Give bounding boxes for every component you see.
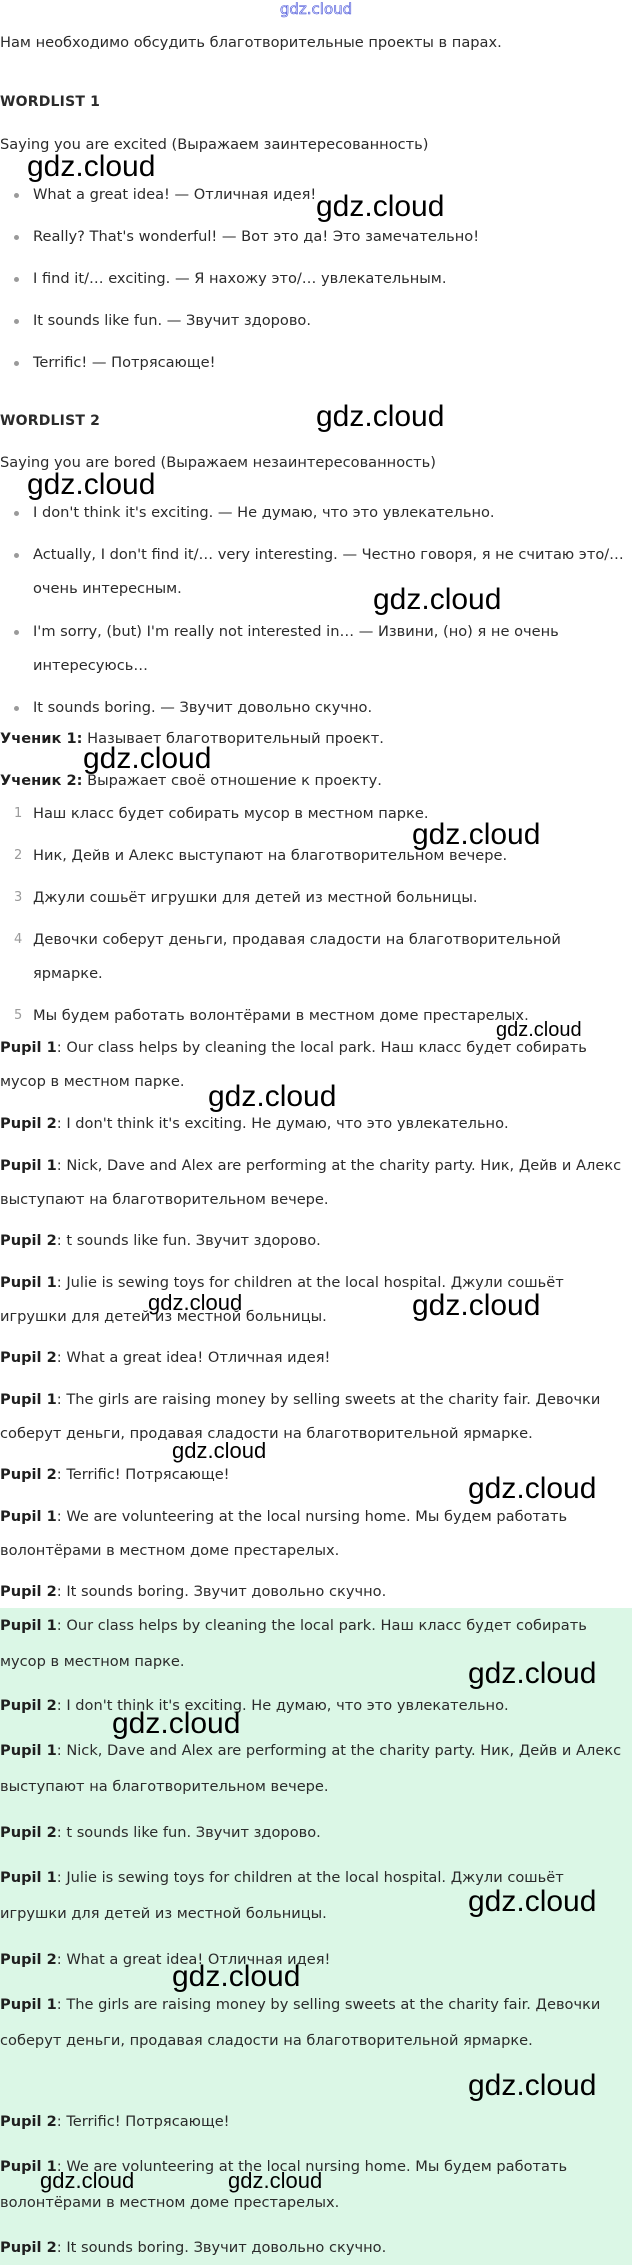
list-item: It sounds boring. — Звучит довольно скучно. xyxy=(33,699,373,716)
bullet xyxy=(14,361,19,366)
line-text: : The girls are raising money by selling sweets at the charity fair. Девочки соберут деньги, продавая сладости на благотворительной ярмарке. xyxy=(0,1996,601,2049)
speaker: Pupil 2 xyxy=(0,1697,57,1714)
wordlist2-subtitle: Saying you are bored (Выражаем незаинтересованность) xyxy=(0,454,436,471)
speaker: Pupil 1 xyxy=(0,1157,57,1174)
wordlist1-title: WORDLIST 1 xyxy=(0,94,101,110)
line-text: : I don't think it's exciting. Не думаю, что это увлекательно. xyxy=(56,1697,509,1714)
watermark-text: gdz.cloud xyxy=(112,1707,241,1740)
project-item: Джули сошьёт игрушки для детей из местной больницы. xyxy=(33,889,478,906)
speaker: Pupil 1 xyxy=(0,1617,57,1634)
line-text: : Nick, Dave and Alex are performing at the charity party. Ник, Дейв и Алекс выступают на благотворительном вечере. xyxy=(0,1742,622,1795)
dialogue-line xyxy=(0,1688,630,1724)
list-item: What a great idea! — Отличная идея! xyxy=(33,186,317,203)
watermark-text: gdz.cloud xyxy=(83,742,212,775)
list-item: It sounds like fun. — Звучит здорово. xyxy=(33,312,311,329)
speaker: Pupil 1 xyxy=(0,1508,57,1525)
speaker: Pupil 1 xyxy=(0,1869,57,1886)
list-item: Terrific! — Потрясающе! xyxy=(33,354,216,371)
list-item: Actually, I don't find it/… very interesting. — Честно говоря, я не считаю это/… очень интересным. xyxy=(33,546,624,597)
role-text: Называет благотворительный проект. xyxy=(82,730,384,747)
speaker: Pupil 2 xyxy=(0,1466,57,1483)
watermark-text: gdz.cloud xyxy=(468,1885,597,1918)
line-text: : It sounds boring. Звучит довольно скучно. xyxy=(56,2239,387,2256)
bullet xyxy=(14,277,19,282)
watermark-text: gdz.cloud xyxy=(208,1080,337,1113)
speaker: Pupil 1 xyxy=(0,1391,57,1408)
dialogue-line xyxy=(0,1149,630,1217)
line-text: : I don't think it's exciting. Не думаю, что это увлекательно. xyxy=(56,1115,509,1132)
watermark-text: gdz.cloud xyxy=(27,150,156,183)
project-number: 5 xyxy=(14,1008,23,1023)
line-text: : We are volunteering at the local nursing home. Мы будем работать волонтёрами в местном доме престарелых. xyxy=(0,1508,568,1559)
dialogue-line xyxy=(0,1383,630,1451)
speaker: Pupil 2 xyxy=(0,2239,57,2256)
speaker: Pupil 1 xyxy=(0,1742,57,1759)
project-number: 2 xyxy=(14,848,23,863)
speaker: Pupil 1 xyxy=(0,2158,57,2175)
dialogue-line xyxy=(0,1575,630,1609)
speaker: Pupil 2 xyxy=(0,1115,57,1132)
dialogue-line xyxy=(0,2230,630,2266)
list-item: I find it/… exciting. — Я нахожу это/… увлекательным. xyxy=(33,270,447,287)
dialogue-line xyxy=(0,1733,630,1805)
project-item: Девочки соберут деньги, продавая сладости на благотворительной ярмарке. xyxy=(33,931,561,982)
bullet xyxy=(14,511,19,516)
line-text: : t sounds like fun. Звучит здорово. xyxy=(56,1824,321,1841)
line-text: : It sounds boring. Звучит довольно скучно. xyxy=(56,1583,387,1600)
bullet xyxy=(14,319,19,324)
dialogue-line xyxy=(0,1942,630,1978)
watermark-text: gdz.cloud xyxy=(228,2168,323,2193)
list-item: Really? That's wonderful! — Вот это да! Это замечательно! xyxy=(33,228,480,245)
list-item: I don't think it's exciting. — Не думаю, что это увлекательно. xyxy=(33,504,495,521)
speaker: Pupil 1 xyxy=(0,1996,57,2013)
watermark-text: gdz.cloud xyxy=(316,190,445,223)
speaker: Pupil 2 xyxy=(0,1824,57,1841)
speaker: Pupil 2 xyxy=(0,2113,57,2130)
project-item: Ник, Дейв и Алекс выступают на благотворительном вечере. xyxy=(33,847,508,864)
role-label: Ученик 1: xyxy=(0,730,83,747)
dialogue-line xyxy=(0,1987,630,2059)
line-text: : What a great idea! Отличная идея! xyxy=(56,1951,331,1968)
bullet xyxy=(14,193,19,198)
list-item: I'm sorry, (but) I'm really not interested in… — Извини, (но) я не очень интересуюсь… xyxy=(33,623,559,674)
dialogue-line xyxy=(0,2104,630,2140)
wordlist1-subtitle: Saying you are excited (Выражаем заинтересованность) xyxy=(0,136,429,153)
line-text: : Julie is sewing toys for children at the local hospital. Джули сошьёт игрушки для детей из местной больницы. xyxy=(0,1274,564,1325)
line-text: : We are volunteering at the local nursing home. Мы будем работать волонтёрами в местном доме престарелых. xyxy=(0,2158,568,2211)
bullet xyxy=(14,235,19,240)
line-text: : t sounds like fun. Звучит здорово. xyxy=(56,1232,321,1249)
speaker: Pupil 2 xyxy=(0,1583,57,1600)
watermark-text: gdz.cloud xyxy=(412,1289,541,1322)
top-watermark: gdz.cloud xyxy=(279,0,353,18)
speaker: Pupil 2 xyxy=(0,1349,57,1366)
watermark-text: gdz.cloud xyxy=(468,1657,597,1690)
line-text: : Our class helps by cleaning the local park. Наш класс будет собирать мусор в местном парке. xyxy=(0,1039,587,1090)
dialogue-line xyxy=(0,1500,630,1568)
role-label: Ученик 2: xyxy=(0,772,83,789)
wordlist2-title: WORDLIST 2 xyxy=(0,413,101,429)
bullet xyxy=(14,553,19,558)
watermark-text: gdz.cloud xyxy=(412,818,541,851)
dialogue-line xyxy=(0,1815,630,1851)
line-text: : What a great idea! Отличная идея! xyxy=(56,1349,331,1366)
line-text: : Julie is sewing toys for children at the local hospital. Джули сошьёт игрушки для детей из местной больницы. xyxy=(0,1869,564,1922)
speaker: Pupil 1 xyxy=(0,1039,57,1056)
watermark-text: gdz.cloud xyxy=(27,468,156,501)
watermark-text: gdz.cloud xyxy=(316,400,445,433)
speaker: Pupil 2 xyxy=(0,1232,57,1249)
bullet xyxy=(14,706,19,711)
line-text: : Nick, Dave and Alex are performing at the charity party. Ник, Дейв и Алекс выступают на благотворительном вечере. xyxy=(0,1157,622,1208)
intro-text: Нам необходимо обсудить благотворительные проекты в парах. xyxy=(0,34,502,51)
dialogue-line xyxy=(0,1341,630,1375)
line-text: : Terrific! Потрясающе! xyxy=(56,1466,230,1483)
line-text: : The girls are raising money by selling sweets at the charity fair. Девочки соберут деньги, продавая сладости на благотворительной ярмарке. xyxy=(0,1391,601,1442)
project-item: Наш класс будет собирать мусор в местном парке. xyxy=(33,805,429,822)
project-number: 1 xyxy=(14,806,23,821)
watermark-text: gdz.cloud xyxy=(468,2069,597,2102)
watermark-text: gdz.cloud xyxy=(468,1472,597,1505)
line-text: : Terrific! Потрясающе! xyxy=(56,2113,230,2130)
speaker: Pupil 1 xyxy=(0,1274,57,1291)
project-item: Мы будем работать волонтёрами в местном доме престарелых. xyxy=(33,1007,529,1024)
watermark-text: gdz.cloud xyxy=(496,1019,582,1041)
role-text: Выражает своё отношение к проекту. xyxy=(82,772,382,789)
watermark-text: gdz.cloud xyxy=(172,1960,301,1993)
watermark-text: gdz.cloud xyxy=(40,2168,135,2193)
speaker: Pupil 2 xyxy=(0,1951,57,1968)
project-number: 4 xyxy=(14,932,23,947)
dialogue-line xyxy=(0,1224,630,1258)
watermark-text: gdz.cloud xyxy=(148,1290,243,1315)
bullet xyxy=(14,630,19,635)
watermark-text: gdz.cloud xyxy=(373,583,502,616)
watermark-text: gdz.cloud xyxy=(172,1438,267,1463)
line-text: : Our class helps by cleaning the local park. Наш класс будет собирать мусор в местном парке. xyxy=(0,1617,587,1670)
project-number: 3 xyxy=(14,890,23,905)
